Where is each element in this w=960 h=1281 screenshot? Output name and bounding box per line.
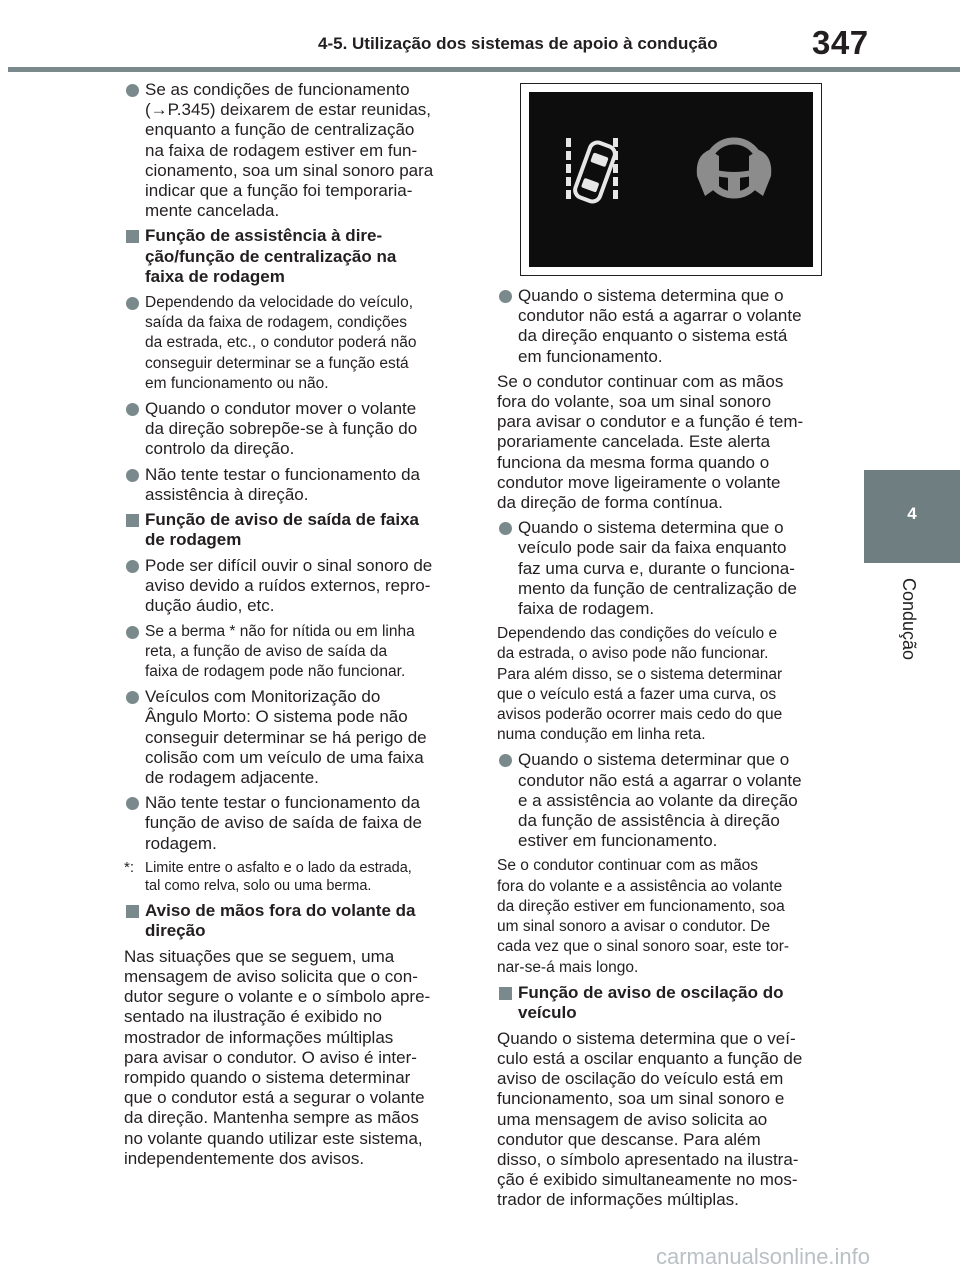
bullet-dot-icon [126, 691, 139, 704]
heading-square-icon [126, 514, 139, 527]
bullet-dot-icon [126, 84, 139, 97]
heading-text: Função de aviso de oscilação do veículo [518, 982, 784, 1023]
footnote-mark: *: [124, 858, 135, 876]
lane-departure-icon [566, 138, 618, 204]
bullet-item [124, 293, 469, 394]
paragraph: Dependendo das condições do veículo e da estrada, o aviso pode não funcionar. Para além disso, se o sistema determinar que o veículo está a fazer uma curva, os avisos poderão ocorrer mais cedo do que numa condução em linha reta. [497, 625, 783, 744]
heading-square-icon [126, 905, 139, 918]
bullet-item [124, 556, 469, 617]
footnote [124, 859, 469, 895]
heading-square-icon [126, 230, 139, 243]
page-number: 347 [812, 24, 869, 61]
paragraph: Nas situações que se seguem, uma mensagem de aviso solicita que o con- dutor segure o volante e o símbolo apre- sentado na ilustração é exibido no mostrador de informações múltiplas para avisar o condutor. O aviso é inter- rompido quando o sistema determinar que o condutor está a segurar o volante da direção. Mantenha sempre as mãos no volante quando utilizar este sistema, independentemente dos avisos. [124, 946, 431, 1168]
bullet-item [124, 793, 469, 854]
section-heading [124, 510, 469, 551]
chapter-label [888, 578, 928, 678]
bullet-dot-icon [126, 797, 139, 810]
bullet-dot-icon [126, 297, 139, 310]
bullet-text: Não tente testar o funcionamento da função de aviso de saída de faixa de rodagem. [145, 793, 422, 853]
section-title: 4-5. Utilização dos sistemas de apoio à condução [318, 34, 718, 53]
paragraph: Se o condutor continuar com as mãos fora do volante, soa um sinal sonoro para avisar o condutor e a função é tem- porariamente cancelada. Este alerta funciona da mesma forma quando o condutor move ligeiramente o volante da direção de forma contínua. [497, 371, 804, 513]
bullet-text: Veículos com Monitorização do Ângulo Morto: O sistema pode não conseguir determinar se há perigo de colisão com um veículo de uma faixa de rodagem adjacente. [145, 687, 427, 787]
bullet-text: Dependendo da velocidade do veículo, saída da faixa de rodagem, condições da estrada, etc., o condutor poderá não conseguir determinar se a função está em funcionamento ou não. [145, 293, 417, 392]
bullet-dot-icon [126, 626, 139, 639]
heading-square-icon [499, 987, 512, 1000]
bullet-item [124, 622, 469, 683]
paragraph: Se o condutor continuar com as mãos fora do volante e a assistência ao volante da direção estiver em funcionamento, soa um sinal sonoro a avisar o condutor. De cada vez que o sinal sonoro soar, este tor- nar-se-á mais longo. [497, 857, 790, 976]
paragraph: Quando o sistema determina que o veí- culo está a oscilar enquanto a função de aviso de oscilação do veículo está em funcionamento, soa um sinal sonoro e uma mensagem de aviso solicita ao condutor que descanse. Para além disso, o símbolo apresentado na ilustra- ção é exibido simultaneamente no mos- trador de informações múltiplas. [497, 1028, 803, 1210]
right-column [497, 80, 842, 1216]
watermark: carmanualsonline.info [656, 1244, 871, 1269]
bullet-text: Não tente testar o funcionamento da assistência à direção. [145, 464, 421, 504]
bullet-dot-icon [499, 290, 512, 303]
bullet-dot-icon [499, 522, 512, 535]
heading-text: Função de assistência à dire- ção/função de centralização na faixa de rodagem [145, 226, 397, 287]
bullet-text: Quando o sistema determina que o condutor não está a agarrar o volante da direção enquanto o sistema está em funcionamento. [518, 286, 802, 366]
bullet-text: Quando o sistema determina que o veículo pode sair da faixa enquanto faz uma curva e, durante o funciona- mento da função de centralização de faixa de rodagem. [518, 518, 797, 619]
heading-text: Função de aviso de saída de faixa de rodagem [145, 509, 419, 550]
bullet-item [497, 286, 842, 367]
section-heading [124, 901, 469, 942]
warning-illustration [520, 83, 822, 276]
chapter-number: 4 [907, 504, 917, 523]
footnote-text: Limite entre o asfalto e o lado da estrada, tal como relva, solo ou uma berma. [145, 859, 412, 894]
bullet-dot-icon [126, 403, 139, 416]
bullet-dot-icon [126, 560, 139, 573]
section-heading [497, 983, 842, 1024]
header-rule [8, 67, 960, 72]
bullet-item [124, 465, 469, 505]
bullet-item [124, 687, 469, 788]
bullet-item [124, 399, 469, 460]
chapter-tab [864, 470, 960, 563]
bullet-text: Quando o condutor mover o volante da direção sobrepõe-se à função do controlo da direção. [145, 398, 418, 459]
illustration-svg [521, 84, 821, 275]
bullet-text: Quando o sistema determinar que o condutor não está a agarrar o volante e a assistência ao volante da direção da função de assistência à direção estiver em funcionamento. [518, 750, 802, 851]
left-column [124, 80, 469, 1174]
heading-text: Aviso de mãos fora do volante da direção [145, 900, 416, 941]
bullet-dot-icon [499, 754, 512, 767]
bullet-text: Se a berma * não for nítida ou em linha reta, a função de aviso de saída da faixa de rodagem pode não funcionar. [145, 622, 415, 680]
hands-on-wheel-icon [697, 141, 772, 196]
bullet-item [497, 750, 842, 851]
bullet-item [497, 518, 842, 619]
bullet-text: Se as condições de funcionamento (→P.345) deixarem de estar reunidas, enquanto a função de centralização na faixa de rodagem estiver em fun- cionamento, soa um sinal sonoro para indicar que a função foi temporaria- mente cancelada. [145, 80, 434, 221]
section-heading [124, 226, 469, 288]
bullet-text: Pode ser difícil ouvir o sinal sonoro de aviso devido a ruídos externos, repro- dução áudio, etc. [145, 555, 433, 616]
chapter-label-text: Condução [899, 578, 919, 661]
bullet-item [124, 80, 469, 221]
bullet-dot-icon [126, 469, 139, 482]
